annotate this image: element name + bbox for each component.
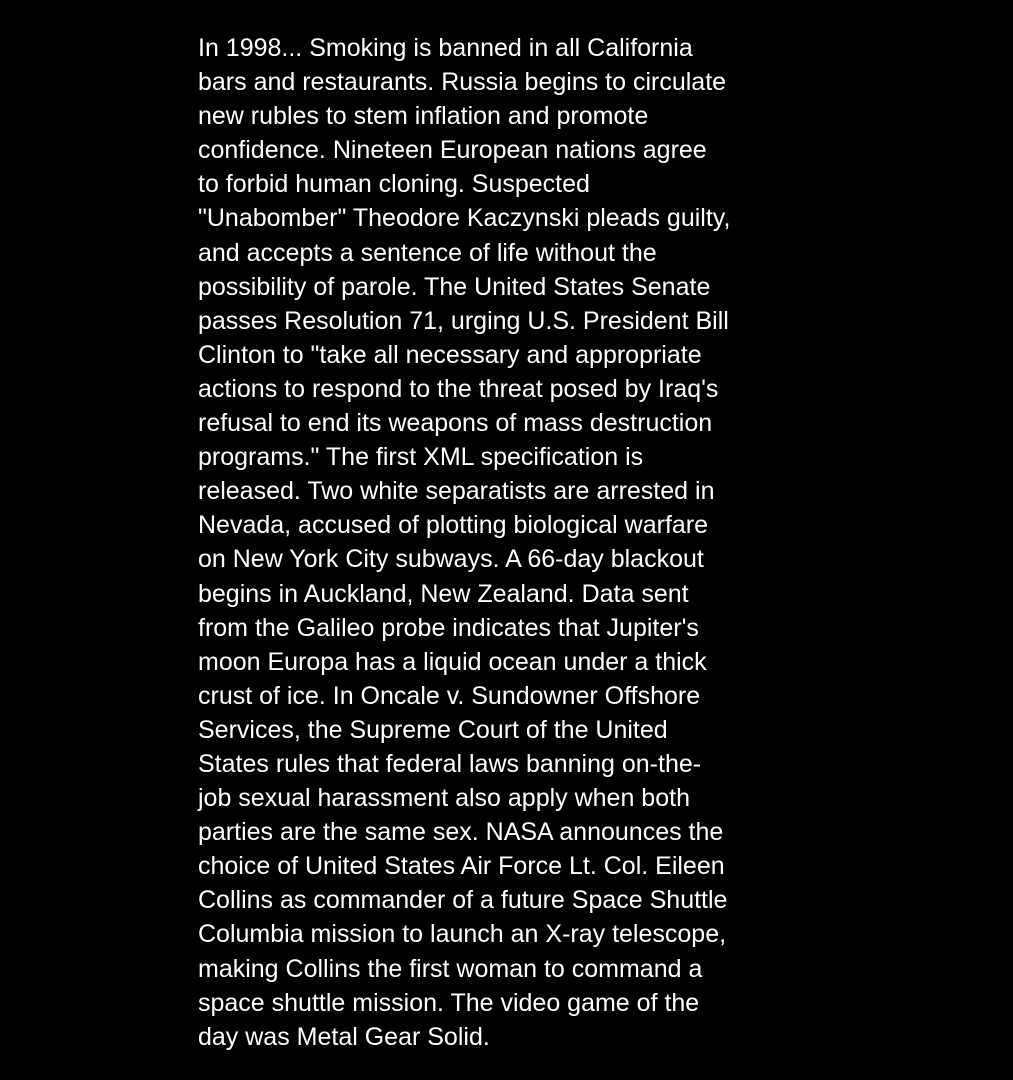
- body-text: In 1998... Smoking is banned in all California bars and restaurants. Russia begins to circulate new rubles to stem inflation and promote confidence. Nineteen European nations agree to forbid human cloning. Suspected "Unabomber" Theodore Kaczynski pleads guilty, and accepts a sentence of life without the possibility of parole. The United States Senate passes Resolution 71, urging U.S. President Bill Clinton to "take all necessary and appropriate actions to respond to the threat posed by Iraq's refusal to end its weapons of mass destruction programs." The first XML specification is released. Two white separatists are arrested in Nevada, accused of plotting biological warfare on New York City subways. A 66-day blackout begins in Auckland, New Zealand. Data sent from the Galileo probe indicates that Jupiter's moon Europa has a liquid ocean under a thick crust of ice. In Oncale v. Sundowner Offshore Services, the Supreme Court of the United States rules that federal laws banning on-the- job sexual harassment also apply when both parties are the same sex. NASA announces the choice of United States Air Force Lt. Col. Eileen Collins as commander of a future Space Shuttle Columbia mission to launch an X-ray telescope, making Collins the first woman to command a space shuttle mission. The video game of the day was Metal Gear Solid.: [198, 34, 731, 1051]
